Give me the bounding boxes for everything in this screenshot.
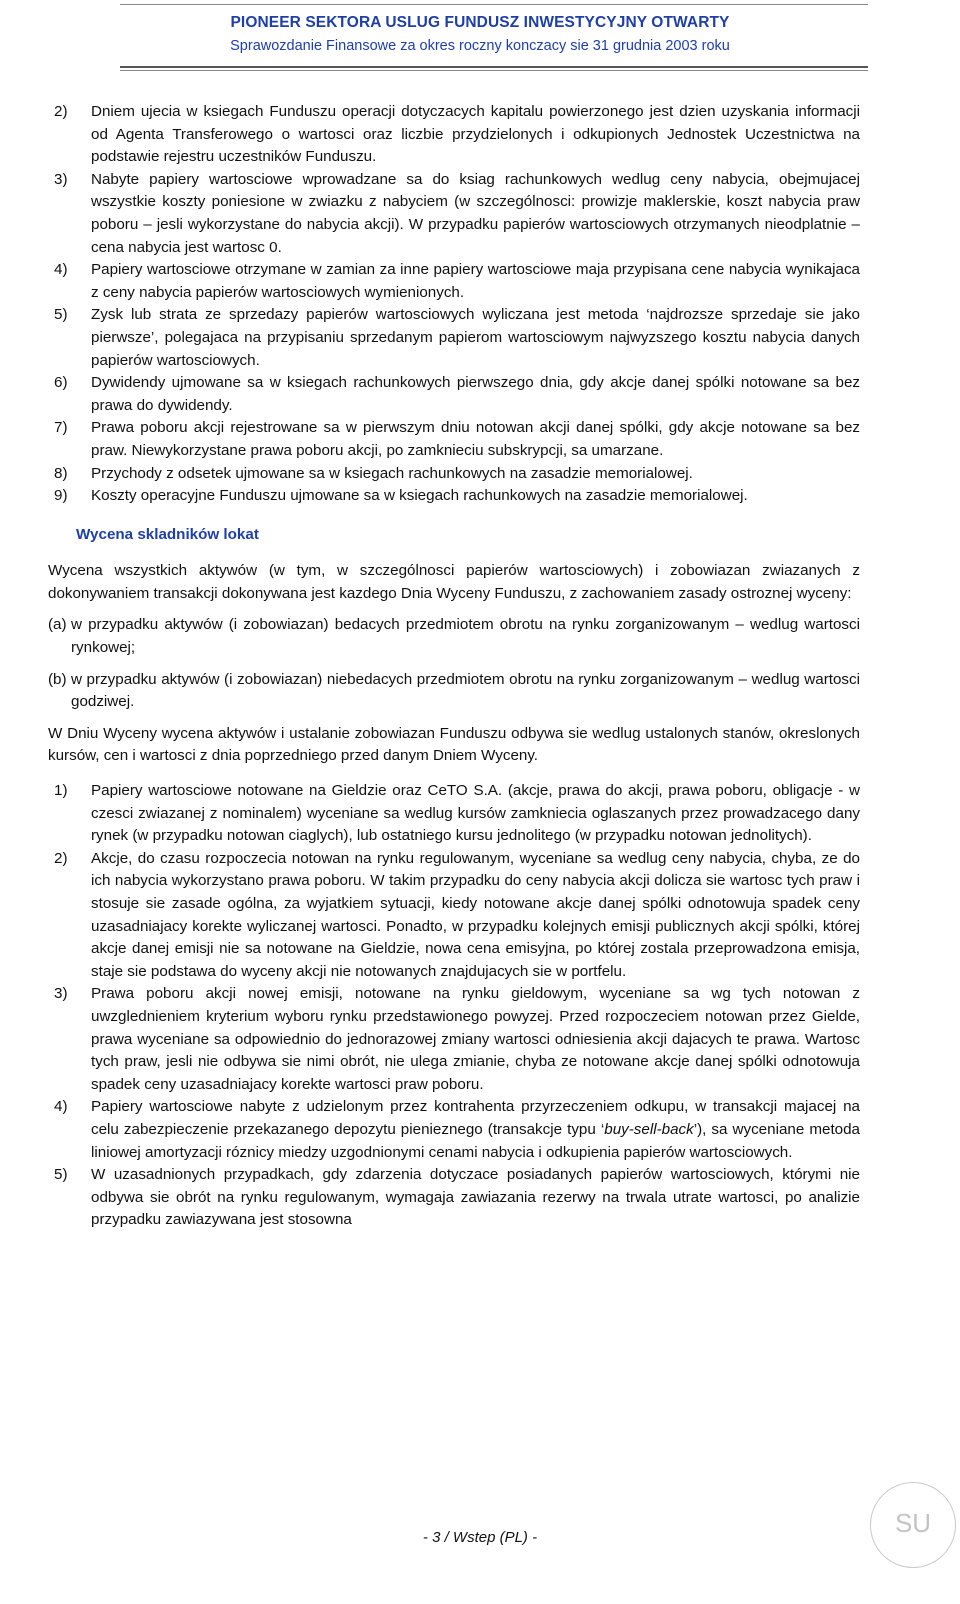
intro-paragraph: Wycena wszystkich aktywów (w tym, w szczególnosci papierów wartosciowych) i zobowiazan zwiazanych z dokonywaniem transakcji dokonywana jest kazdego Dnia Wyceny Funduszu, z zachowaniem zasady ostroznej wyceny: [48,562,860,602]
header-rule [120,66,868,68]
item-text: Zysk lub strata ze sprzedazy papierów wartosciowych wyliczana jest metoda ‘najdrozsze sprzedaje sie jako pierwsze’, polegajaca na przypisaniu sprzedanym papierom wartosciowym najwyzszego kosztu nabycia danych papierów wartosciowych. [91,306,860,369]
item-text-part: Papiery wartosciowe nabyte z udzielonym przez kontrahenta przyrzeczeniem odkupu, w transakcji majacej na celu zabezpieczenie przekazanego depozytu pienieznego (transakcje typu ‘ [91,1098,860,1138]
item-number: 8) [54,464,68,482]
list-item [48,463,860,486]
list-item [48,259,860,304]
item-text-emphasis: buy-sell-back [604,1120,694,1138]
item-number: 6) [54,374,68,392]
item-text: Nabyte papiery wartosciowe wprowadzane sa do ksiag rachunkowych wedlug ceny nabycia, obejmujacej wszystkie koszty poniesione w zwiazku z nabyciem (w szczególnosci: prowizje maklerskie, koszt nabycia praw poboru – jesli wykorzystane do nabycia akcji). W przypadku papierów wartosciowych otrzymanych nieodplatnie – cena nabycia jest wartosc 0. [91,170,860,256]
valuation-list [48,780,860,1232]
sub-item-text: w przypadku aktywów (i zobowiazan) niebedacych przedmiotem obrotu na rynku zorganizowanym – wedlug wartosci godziwej. [71,670,860,711]
item-text: Przychody z odsetek ujmowane sa w ksiegach rachunkowych na zasadzie memorialowej. [91,464,693,482]
document-body [48,101,860,1232]
header-subtitle: Sprawozdanie Finansowe za okres roczny konczacy sie 31 grudnia 2003 roku [230,38,730,54]
item-number: 1) [54,782,68,800]
item-text: Prawa poboru akcji nowej emisji, notowane na rynku gieldowym, wyceniane sa wg tych notowan z uwzglednieniem kryterium wyboru rynku przedstawionego powyzej. Przed rozpoczeciem notowan przez Gielde, prawa wyceniane sa odpowiednio do jednorazowej zmiany wartosci odniesienia akcji dajacych te prawa. Wartosc tych praw, jesli nie odbywa sie nimi obrót, nie ulega zmianie, chyba ze notowane akcje danej spólki odnotowuja spadek ceny uzasadniajacy korekte wartosci praw poboru. [91,985,860,1093]
item-number: 7) [54,419,68,437]
list-item [48,848,860,984]
header-rule-thin [120,70,868,71]
item-number: 4) [54,261,68,279]
header-top-rule [120,4,868,5]
list-item [48,485,860,508]
list-item [48,304,860,372]
item-text: Papiery wartosciowe otrzymane w zamian za inne papiery wartosciowe maja przypisana cene nabycia wynikajaca z ceny nabycia papierów wartosciowych wymienionych. [91,261,860,301]
list-item [48,1164,860,1232]
item-number: 2) [54,849,68,867]
sub-item-text: w przypadku aktywów (i zobowiazan) bedacych przedmiotem obrotu na rynku zorganizowanym – wedlug wartosci rynkowej; [71,616,860,657]
page-header [0,0,960,70]
valuation-paragraph: W Dniu Wyceny wycena aktywów i ustalanie zobowiazan Funduszu odbywa sie wedlug ustalonych stanów, okreslonych kursów, cen i wartosci z dnia poprzedniego przed danym Dniem Wyceny. [48,724,860,765]
list-item [48,101,860,169]
sub-item-b [48,669,860,714]
section-heading: Wycena skladników lokat [76,525,259,543]
sub-item-label: (b) [48,670,67,688]
item-text: Dniem ujecia w ksiegach Funduszu operacji dotyczacych kapitalu powierzonego jest dzien uzyskania informacji od Agenta Transferowego o wartosci oraz liczbie przydzielonych i odkupionych Jednostek Uczestnictwa na podstawie rejestru uczestników Funduszu. [91,103,860,166]
item-number: 4) [54,1098,68,1116]
item-number: 9) [54,487,68,505]
item-number: 5) [54,1166,68,1184]
sub-item-a [48,614,860,659]
sub-item-label: (a) [48,616,67,634]
item-text: Papiery wartosciowe notowane na Gieldzie oraz CeTO S.A. (akcje, prawa do akcji, prawa poboru, obligacje - w czesci zwiazanej z nominalem) wyceniane sa wedlug kursów zamkniecia oglaszanych przez prowadzacego dany rynek (w przypadku notowan ciaglych), lub ostatniego kursu jednolitego (w przypadku notowan jednolitych). [91,782,860,845]
policy-list [48,101,860,508]
list-item [48,372,860,417]
list-item [48,417,860,462]
header-company-name: PIONEER SEKTORA USLUG FUNDUSZ INWESTYCYJNY OTWARTY [230,14,730,31]
item-text: W uzasadnionych przypadkach, gdy zdarzenia dotyczace posiadanych papierów wartosciowych, którymi nie odbywa sie obrót na rynku regulowanym, wymagaja zawiazania rezerwy na trwala utrate wartosci, po analizie przypadku zawiazywana jest stosowna [91,1166,860,1229]
item-text: Akcje, do czasu rozpoczecia notowan na rynku regulowanym, wyceniane sa wedlug ceny nabycia, chyba, ze do ich nabycia wykorzystano prawa poboru. W takim przypadku do ceny nabycia akcji dolicza sie wartosc tych praw i stosuje sie zasade ogólna, za wyjatkiem sytuacji, kiedy notowane akcje danej spólki odnotowuja spadek ceny uzasadniajacy korekte wyliczanej wartosci. Ponadto, w przypadku kolejnych emisji publicznych akcji spólki, której akcje danej emisji nie sa notowane na Gieldzie, nowa cena emisyjna, po której zostala przeprowadzona emisja, staje sie podstawa do wyceny akcji nie notowanych znajdujacych sie w portfelu. [91,849,860,980]
page-footer: - 3 / Wstep (PL) - [422,1529,538,1546]
item-text: Prawa poboru akcji rejestrowane sa w pierwszym dniu notowan akcji danej spólki, gdy akcje notowane sa bez praw. Niewykorzystane prawa poboru akcji, po zamknieciu subskrypcji, sa umarzane. [91,419,860,459]
item-number: 5) [54,306,68,324]
item-text-part: ’), sa wyceniane metoda liniowej amortyzacji róznicy miedzy uzgodnionymi cenami nabycia i odkupienia papierów wartosciowych. [91,1120,860,1161]
list-item [48,169,860,259]
list-item [48,983,860,1096]
stamp-initials: SU [894,1508,932,1538]
list-item [48,1096,860,1164]
item-number: 3) [54,170,68,188]
item-number: 3) [54,985,68,1003]
item-text: Dywidendy ujmowane sa w ksiegach rachunkowych pierwszego dnia, gdy akcje danej spólki notowane sa bez prawa do dywidendy. [91,374,860,414]
item-text: Koszty operacyjne Funduszu ujmowane sa w ksiegach rachunkowych na zasadzie memorialowej. [91,487,748,505]
item-number: 2) [54,103,68,120]
item-text [91,1096,860,1164]
list-item [48,780,860,848]
